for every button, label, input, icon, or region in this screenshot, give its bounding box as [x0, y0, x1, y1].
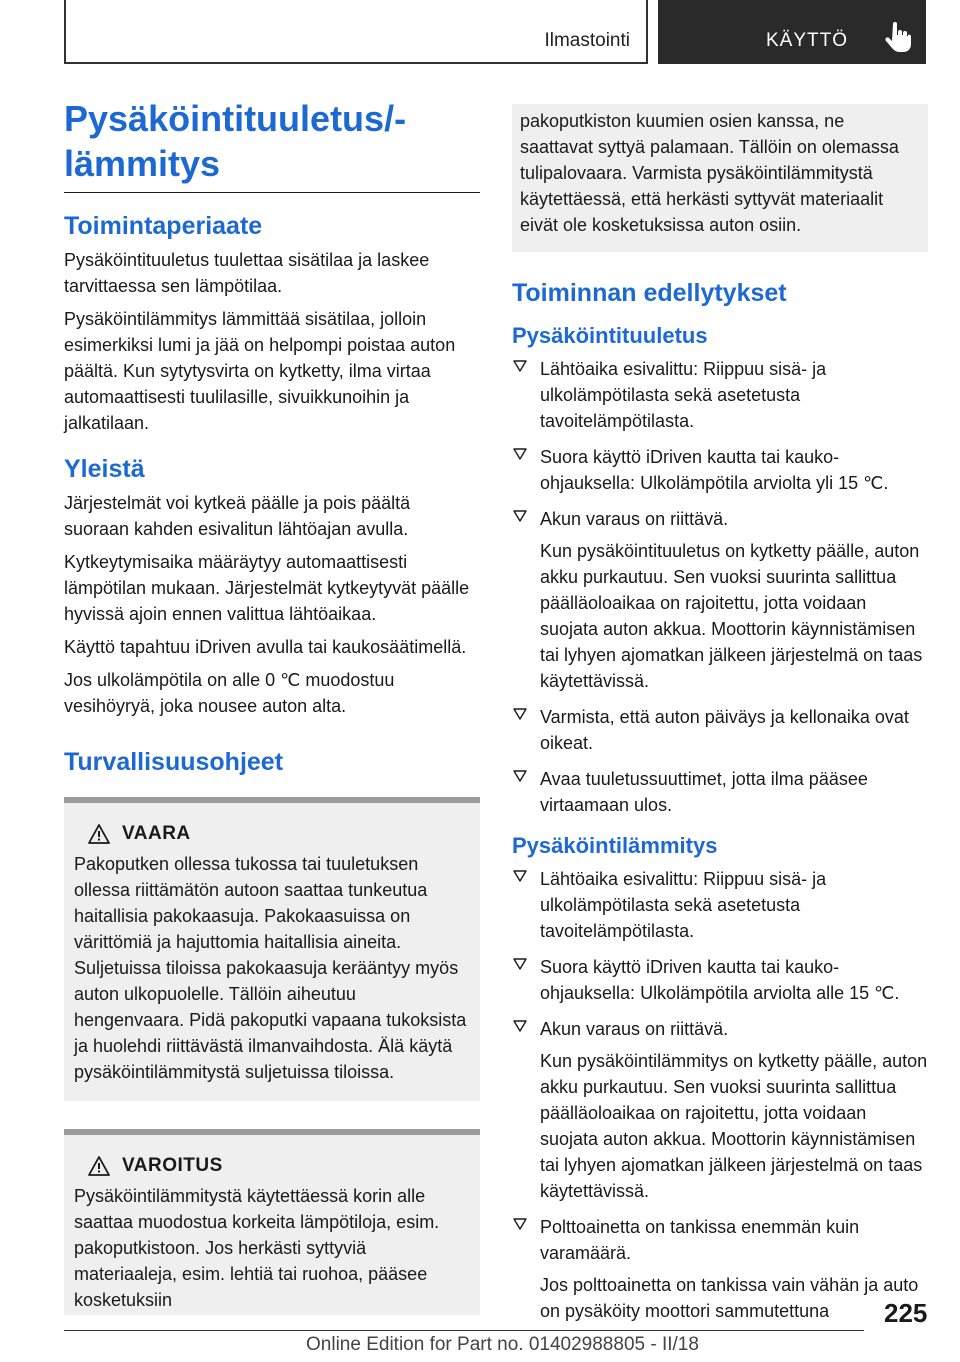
triangle-bullet-icon — [512, 508, 528, 524]
warning-triangle-icon — [88, 824, 110, 844]
list-item — [512, 1214, 928, 1324]
list-item-text: Suora käyttö iDriven kautta tai kauko-ohjauksella: Ulkolämpötila arviolta yli 15 ℃. — [540, 447, 889, 493]
triangle-bullet-icon — [512, 1216, 528, 1232]
list-item-text: Avaa tuuletussuuttimet, jotta ilma pääsee virtaamaan ulos. — [540, 769, 868, 815]
list-item-text: Lähtöaika esivalittu: Riippuu sisä- ja ulkolämpötilasta sekä asetetusta tavoitelämpötilasta. — [540, 359, 827, 431]
paragraph: Käyttö tapahtuu iDriven avulla tai kaukosäätimellä. — [64, 637, 467, 657]
paragraph: Pysäköintilämmitys lämmittää sisätilaa, jolloin esimerkiksi lumi ja jää on helpompi poistaa auton päältä. Kun sytytysvirta on kytketty, ilma virtaa automaattisesti tuulilasille, sivuikkunoihin ja jalkatilaan. — [64, 309, 456, 433]
heading-principle: Toimintaperiaate — [64, 212, 263, 240]
title-divider — [64, 192, 480, 193]
list-item-note: Jos polttoainetta on tankissa vain vähän ja auto on pysäköity moottori sammutettuna — [540, 1275, 919, 1321]
page-number: 225 — [884, 1298, 928, 1328]
footer-divider — [64, 1330, 864, 1331]
heating-list — [512, 866, 928, 1324]
heading-general: Yleistä — [64, 455, 145, 483]
danger-title: VAARA — [122, 823, 191, 844]
triangle-bullet-icon — [512, 706, 528, 722]
hand-pointer-icon — [884, 22, 912, 52]
triangle-bullet-icon — [512, 446, 528, 462]
ventilation-list — [512, 356, 928, 818]
warning-triangle-icon — [88, 1156, 110, 1176]
paragraph: Jos ulkolämpötila on alle 0 ℃ muodostuu vesihöyryä, joka nousee auton alta. — [64, 670, 395, 716]
list-item — [512, 506, 928, 694]
paragraph: Kytkeytymisaika määräytyy automaattisesti lämpötilan mukaan. Järjestelmät kytkeytyvät päälle hyvissä ajoin ennen valittua lähtöaikaa. — [64, 552, 470, 624]
right-column — [512, 104, 928, 1334]
danger-text: Pakoputken ollessa tukossa tai tuuletuksen ollessa riittämätön autoon saattaa tunkeutua haitallisia pakokaasuja. Pakokaasuissa on värittömiä ja hajuttomia haitallisia aineita. Suljetuissa tiloissa pakokaasuja kerääntyy myös auton ulkopuolelle. Tällöin aiheutuu hengenvaara. Pidä pakoputki vapaana tukoksista ja huolehdi riittävästä ilmanvaihdosta. Älä käytä pysäköintilämmitystä suljetuissa tiloissa. — [74, 854, 467, 1082]
chapter-label: KÄYTTÖ — [766, 30, 849, 51]
list-item-text: Lähtöaika esivalittu: Riippuu sisä- ja ulkolämpötilasta sekä asetetusta tavoitelämpötilasta. — [540, 869, 827, 941]
list-item — [512, 954, 928, 1006]
header-chapter-tab — [658, 0, 926, 64]
list-item — [512, 356, 928, 434]
list-item — [512, 444, 928, 496]
danger-header — [88, 823, 470, 845]
list-item-text: Akun varaus on riittävä. — [540, 1019, 729, 1039]
edition-text: Online Edition for Part no. 01402988805 - II/18 — [306, 1334, 699, 1355]
header-section-tab — [64, 0, 648, 64]
page-title-line-1: Pysäköintituuletus/- — [64, 98, 407, 139]
list-item-note: Kun pysäköintilämmitys on kytketty päälle, auton akku purkautuu. Sen vuoksi suurinta sallittua päälläoloaikaa on rajoitettu, jotta voidaan suojata auton akkua. Moottorin käynnistämisen tai lyhyen ajomatkan jälkeen järjestelmä on taas käytettävissä. — [540, 1051, 928, 1201]
list-item — [512, 766, 928, 818]
warning-text: Pysäköintilämmitystä käytettäessä korin alle saattaa muodostua korkeita lämpötiloja, esim. pakoputkistoon. Jos herkästi syttyviä materiaaleja, esim. lehtiä tai ruohoa, pääsee kosketuksiin — [74, 1186, 440, 1310]
list-item — [512, 704, 928, 756]
list-item-text: Akun varaus on riittävä. — [540, 509, 729, 529]
triangle-bullet-icon — [512, 956, 528, 972]
section-label: Ilmastointi — [544, 30, 630, 51]
danger-box — [64, 797, 480, 1101]
triangle-bullet-icon — [512, 358, 528, 374]
heading-heating: Pysäköintilämmitys — [512, 833, 718, 858]
page-title-line-2: lämmitys — [64, 143, 221, 184]
heading-safety: Turvallisuusohjeet — [64, 748, 284, 776]
warning-title: VAROITUS — [122, 1155, 223, 1176]
list-item-text: Suora käyttö iDriven kautta tai kauko-ohjauksella: Ulkolämpötila arviolta alle 15 ℃. — [540, 957, 900, 1003]
list-item-text: Varmista, että auton päiväys ja kellonaika ovat oikeat. — [540, 707, 909, 753]
warning-continuation-box — [512, 104, 928, 252]
warning-box — [64, 1129, 480, 1315]
paragraph: Järjestelmät voi kytkeä päälle ja pois päältä suoraan kahden esivalitun lähtöajan avulla. — [64, 493, 411, 539]
triangle-bullet-icon — [512, 768, 528, 784]
page-title — [64, 96, 480, 190]
list-item-note: Kun pysäköintituuletus on kytketty päälle, auton akku purkautuu. Sen vuoksi suurinta sallittua päälläoloaikaa on rajoitettu, jotta voidaan suojata auton akkua. Moottorin käynnistämisen tai lyhyen ajomatkan jälkeen järjestelmä on taas käytettävissä. — [540, 541, 923, 691]
heading-ventilation: Pysäköintituuletus — [512, 323, 708, 348]
paragraph: Pysäköintituuletus tuulettaa sisätilaa ja laskee tarvittaessa sen lämpötilaa. — [64, 250, 430, 296]
warning-continuation-text: pakoputkiston kuumien osien kanssa, ne saattavat syttyä palamaan. Tällöin on olemassa tulipalovaara. Varmista pysäköintilämmitystä käytettäessä, että herkästi syttyvät materiaalit eivät ole kosketuksissa auton osiin. — [520, 111, 899, 235]
heading-requirements: Toiminnan edellytykset — [512, 279, 787, 307]
left-column — [64, 96, 480, 1315]
list-item — [512, 1016, 928, 1204]
triangle-bullet-icon — [512, 1018, 528, 1034]
triangle-bullet-icon — [512, 868, 528, 884]
list-item-text: Polttoainetta on tankissa enemmän kuin varamäärä. — [540, 1217, 860, 1263]
warning-header — [88, 1155, 470, 1177]
list-item — [512, 866, 928, 944]
